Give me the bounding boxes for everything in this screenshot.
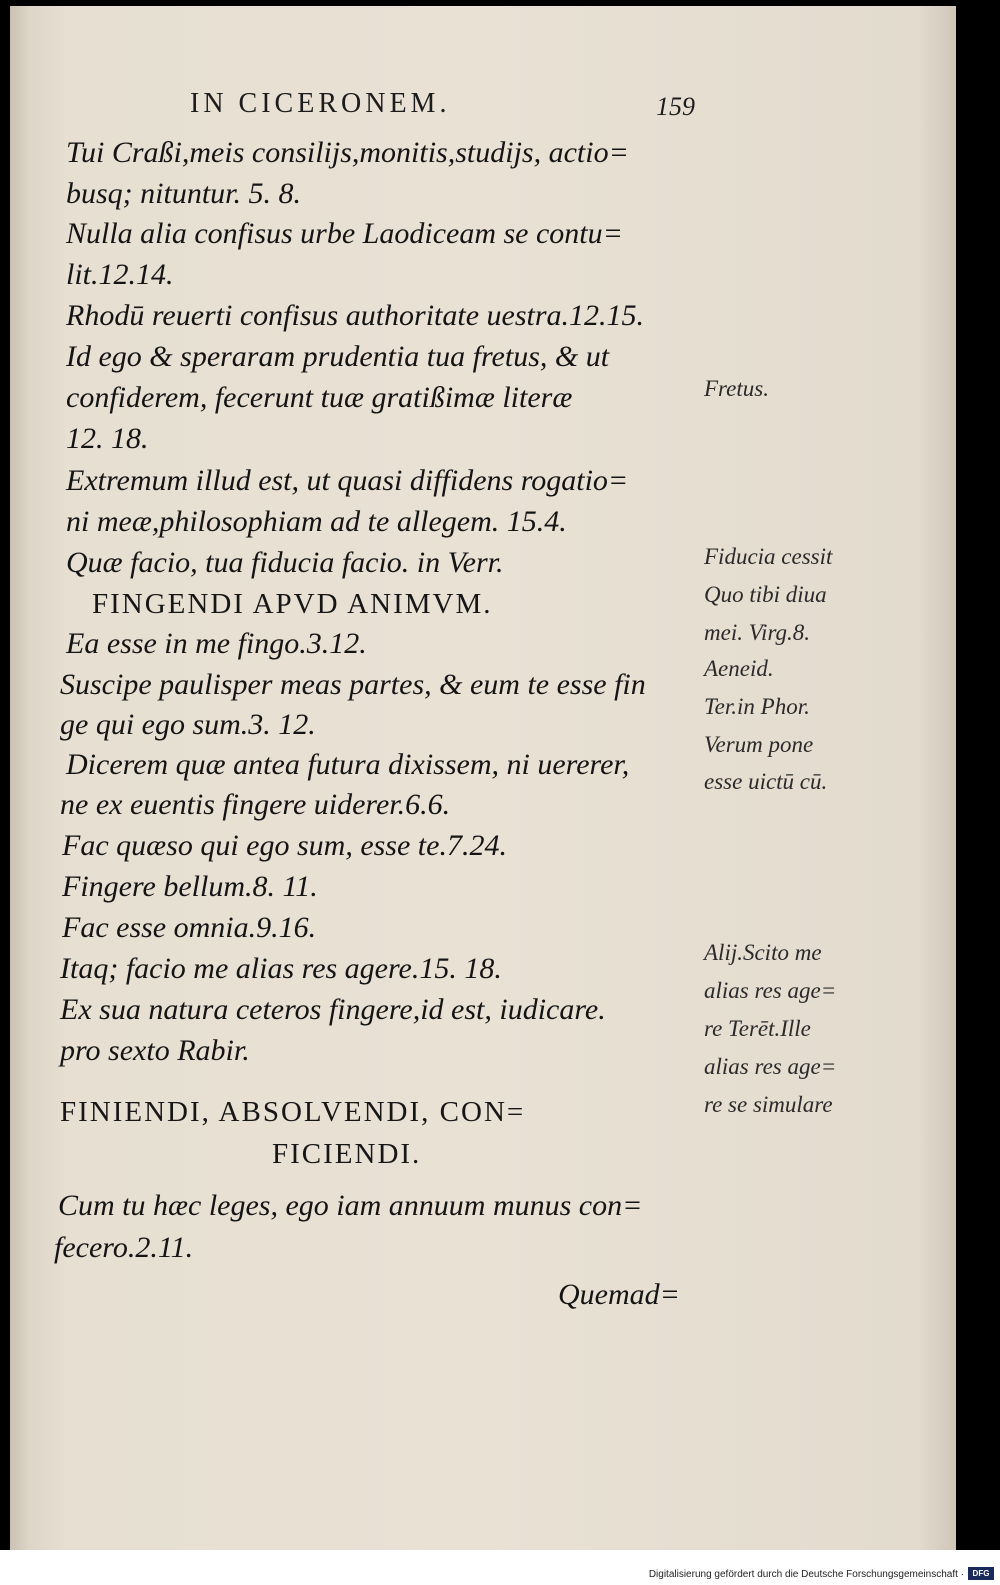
- margin-note: Ter.in Phor.: [704, 694, 810, 719]
- text-line: Fingere bellum.8. 11.: [62, 870, 318, 903]
- catchword: Quemad=: [558, 1278, 680, 1311]
- section-heading: FINGENDI APVD ANIMVM.: [92, 588, 493, 620]
- text-line: Quæ facio, tua fiducia facio. in Verr.: [66, 546, 504, 579]
- running-title: IN CICERONEM.: [190, 88, 451, 119]
- margin-note: Verum pone: [704, 732, 814, 757]
- text-line: confiderem, fecerunt tuæ gratißimæ literæ: [66, 381, 573, 414]
- text-line: Extremum illud est, ut quasi diffidens rogatio=: [66, 464, 629, 497]
- section-heading-continued: FICIENDI.: [272, 1138, 422, 1170]
- text-line: Rhodū reuerti confisus authoritate uestra.12.15.: [66, 299, 645, 332]
- margin-note: Fretus.: [704, 376, 769, 401]
- text-line: Itaq; facio me alias res agere.15. 18.: [60, 952, 502, 985]
- text-line: ni meæ,philosophiam ad te allegem. 15.4.: [66, 505, 567, 538]
- text-line: busq; nituntur. 5. 8.: [66, 177, 302, 210]
- margin-note: Alij.Scito me: [704, 940, 822, 965]
- margin-note: esse uictū cū.: [704, 769, 828, 794]
- margin-note: Fiducia cessit: [704, 544, 833, 569]
- text-line: Fac quæso qui ego sum, esse te.7.24.: [62, 829, 507, 862]
- margin-note: mei. Virg.8.: [704, 620, 811, 645]
- margin-note: alias res age=: [704, 1054, 837, 1079]
- text-line: Cum tu hæc leges, ego iam annuum munus con=: [58, 1189, 643, 1222]
- text-line: fecero.2.11.: [54, 1231, 194, 1264]
- margin-note: Quo tibi diua: [704, 582, 827, 607]
- page-number: 159: [656, 92, 695, 121]
- text-line: Nulla alia confisus urbe Laodiceam se contu=: [66, 217, 623, 250]
- margin-note: alias res age=: [704, 978, 837, 1003]
- text-line: Ea esse in me fingo.3.12.: [66, 627, 367, 660]
- margin-note: Aeneid.: [704, 656, 774, 681]
- text-line: Tui Craßi,meis consilijs,monitis,studijs, actio=: [66, 136, 629, 169]
- text-line: ne ex euentis fingere uiderer.6.6.: [60, 788, 451, 821]
- text-line: Suscipe paulisper meas partes, & eum te esse fin: [60, 668, 646, 701]
- margin-note: re se simulare: [704, 1092, 833, 1117]
- text-line: ge qui ego sum.3. 12.: [60, 708, 316, 741]
- text-line: Dicerem quæ antea futura dixissem, ni uererer,: [66, 748, 630, 781]
- dfg-logo: DFG: [968, 1567, 994, 1580]
- text-line: lit.12.14.: [66, 258, 174, 291]
- footer-credit: Digitalisierung gefördert durch die Deutsche Forschungsgemeinschaft ·: [648, 1569, 964, 1580]
- margin-note: re Terēt.Ille: [704, 1016, 811, 1041]
- section-heading: FINIENDI, ABSOLVENDI, CON=: [60, 1096, 526, 1128]
- text-line: Ex sua natura ceteros fingere,id est, iudicare.: [60, 993, 606, 1026]
- text-line: Fac esse omnia.9.16.: [62, 911, 317, 944]
- text-line: pro sexto Rabir.: [60, 1034, 250, 1067]
- text-line: 12. 18.: [66, 422, 149, 455]
- text-line: Id ego & speraram prudentia tua fretus, & ut: [66, 340, 610, 373]
